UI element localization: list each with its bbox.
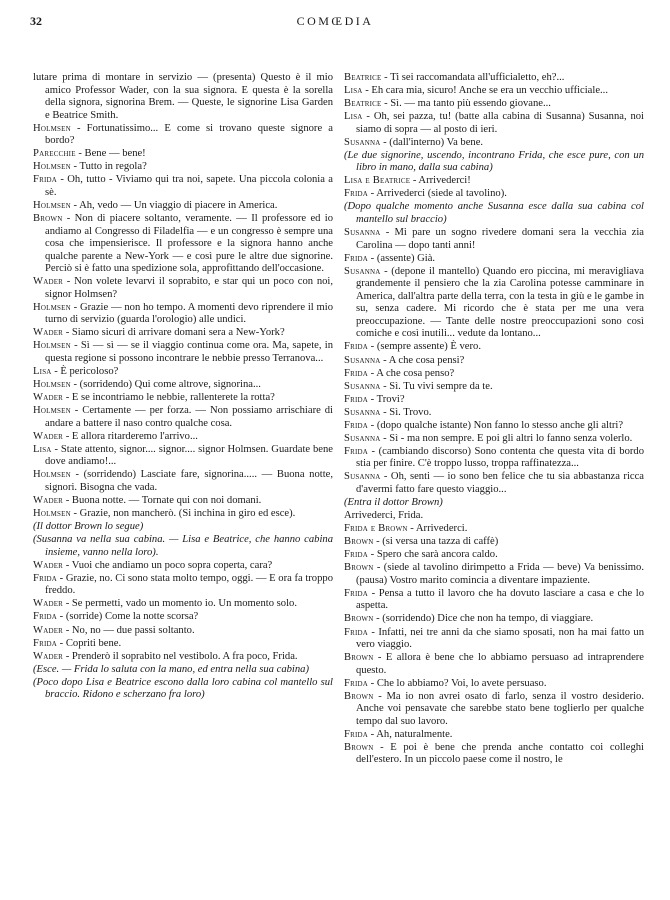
dialogue-text: Infatti, nei tre anni da che siamo sposati, non ha mai fatto un vero viaggio. <box>356 626 644 651</box>
speaker-name: Beatrice <box>344 72 382 83</box>
dialogue-text: E allora è bene che lo abbiamo persuaso ad intraprendere questo. <box>356 652 645 676</box>
dialogue-line: Brown - Non di piacere soltanto, veramente. — Il professore ed io andiamo al Congresso di Filadelfia — e un congresso è sempre una cosa che impensierisce. Il professore e la signora hanno anche qualche parente a New-York — e così pure le altre due signorine. Perciò si è fatto una spedizione sola, approfittando dell'occasione. <box>33 213 334 275</box>
speaker-name: Holmsen <box>33 469 71 481</box>
magazine-title: COMŒDIA <box>296 14 374 28</box>
speaker-name: Wader <box>33 598 64 610</box>
speaker-name: Susanna <box>344 406 381 418</box>
dialogue-text: Non volete levarvi il soprabito, e star qui un poco con noi, signor Holmsen? <box>45 276 334 300</box>
dialogue-line: Lisa - È pericoloso? <box>33 366 119 378</box>
dialogue-text: Sì. Trovo. <box>389 406 432 418</box>
speaker-name: Holmsen <box>33 508 71 520</box>
speaker-name: Frida <box>344 367 369 379</box>
dialogue-text: (dopo qualche istante) Non fanno lo stesso anche gli altri? <box>376 419 624 431</box>
dialogue-line: Holmsen - Grazie, non mancherò. (Si inchina in giro ed esce). <box>33 508 296 520</box>
dialogue-line: Frida - Arrivederci (siede al tavolino). <box>344 188 507 200</box>
dialogue-line: Susanna - Mi pare un sogno rivedere domani sera la vecchia zia Carolina — dopo tanti anni! <box>344 227 645 251</box>
dialogue-text: (siede al tavolino dirimpetto a Frida — beve) Va benissimo. (pausa) Vostro marito comincia a diventare impaziente. <box>356 562 644 586</box>
dialogue-line: Frida - A che cosa penso? <box>344 367 455 379</box>
dialogue-text: (sorridendo) Dice che non ha tempo, di viaggiare. <box>382 613 594 625</box>
dialogue-line: Wader - Prenderò il soprabito nel vestibolo. A fra poco, Frida. <box>33 650 298 662</box>
dialogue-text: Mi pare un sogno rivedere domani sera la vecchia zia Carolina — dopo tanti anni! <box>356 227 645 251</box>
dialogue-line: Frida - Infatti, nei tre anni da che siamo sposati, non ha mai fatto un vero viaggio. <box>344 626 644 651</box>
dialogue-text: Copriti bene. <box>65 637 122 649</box>
dialogue-line: Susanna - (dall'interno) Va bene. <box>344 136 484 148</box>
dialogue-text: Ma io non avrei osato di farlo, senza il vostro desiderio. Anche voi pensavate che sarebbe stato bene toglierlo per qualche tempo dal suo lavoro. <box>356 690 644 727</box>
dialogue-text: Sì. — ma tanto più essendo giovane... <box>390 98 551 110</box>
dialogue-line: Lisa - Eh cara mia, sicuro! Anche se era un vecchio ufficiale... <box>344 85 608 97</box>
left-text-column <box>33 72 333 702</box>
speaker-name: Frida <box>344 587 369 599</box>
dialogue-text: E allora ritarderemo l'arrivo... <box>71 430 198 442</box>
dialogue-line: Frida - Pensa a tutto il lavoro che ha dovuto lasciare a casa e che lo aspetta. <box>344 587 644 612</box>
stage-direction: (Il dottor Brown lo segue) <box>33 521 144 533</box>
dialogue-text: Buona notte. — Tornate qui con noi domani. <box>71 495 262 507</box>
dialogue-line: Frida e Brown - Arrivederci. <box>344 523 468 535</box>
dialogue-line: Susanna - Sì. Trovo. <box>344 406 432 418</box>
dialogue-line: Frida - Copriti bene. <box>33 637 122 649</box>
dialogue-text: Prenderò il soprabito nel vestibolo. A fra poco, Frida. <box>71 650 298 662</box>
dialogue-line: Wader - E se incontriamo le nebbie, rallenterete la rotta? <box>33 392 275 404</box>
dialogue-text: Ti sei raccomandata all'ufficialetto, eh?... <box>390 72 565 83</box>
speaker-name: Holmsen <box>33 161 71 173</box>
stage-direction: (Entra il dottor Brown) <box>344 497 443 509</box>
speaker-name: Holmsen <box>33 405 71 417</box>
dialogue-line: Holmsen - Certamente — per forza. — Non possiamo arrischiare di andare a battere il naso contro qualche cosa. <box>33 405 333 429</box>
dialogue-text: Oh, sei pazza, tu! (batte alla cabina di Susanna) Susanna, noi siamo di sopra — al posto di ieri. <box>356 111 644 135</box>
dialogue-line: Brown - (si versa una tazza di caffè) <box>344 536 499 548</box>
text-paragraph: lutare prima di montare in servizio — (presenta) Questo è il mio amico Professor Wader, con la sua signora. E questa è la sorella della signora, signorina Brem. — Queste, le signorine Lisa Garden e Beatrice Smith. <box>33 72 333 121</box>
speaker-name: Frida <box>33 572 58 584</box>
dialogue-line: Wader - Se permetti, vado un momento io. Un momento solo. <box>33 598 297 610</box>
dialogue-line: Wader - Non volete levarvi il soprabito, e star qui un poco con noi, signor Holmsen? <box>33 276 334 300</box>
speaker-name: Brown <box>344 562 374 574</box>
dialogue-text: Spero che sarà ancora caldo. <box>376 549 498 561</box>
dialogue-text: Che lo abbiamo? Voi, lo avete persuaso. <box>376 677 547 689</box>
speaker-name: Brown <box>344 690 374 702</box>
page-header <box>30 14 640 34</box>
dialogue-text: (sorride) Come la notte scorsa? <box>65 611 199 623</box>
speaker-name: Susanna <box>344 354 381 366</box>
dialogue-line: Susanna - Sì. Tu vivi sempre da te. <box>344 380 493 392</box>
dialogue-line: Wader - E allora ritarderemo l'arrivo... <box>33 430 198 442</box>
speaker-name: Brown <box>344 613 374 625</box>
right-text-column <box>344 72 644 768</box>
dialogue-line: Frida - (cambiando discorso) Sono contenta che questa vita di bordo stia per finire. C'è troppo lusso, troppa raffinatezza... <box>344 445 644 470</box>
dialogue-text: Oh, tutto - Viviamo qui tra noi, sapete. Una piccola colonia a sè. <box>45 174 334 198</box>
dialogue-text: Vuoi che andiamo un poco sopra coperta, cara? <box>71 559 273 571</box>
speaker-name: Frida <box>344 626 369 638</box>
speaker-name: Frida <box>33 174 58 186</box>
dialogue-line: Lisa e Beatrice - Arrivederci! <box>344 175 471 187</box>
dialogue-line: Holmsen - Fortunatissimo... E come si trovano queste signore a bordo? <box>33 122 334 147</box>
dialogue-text: Sì — sì — se il viaggio continua come ora. Ma, sapete, in questa regione si possono incontrare le nebbie presso Terranova... <box>45 340 333 365</box>
speaker-name: Beatrice <box>344 98 382 110</box>
dialogue-line: Brown - E poi è bene che prenda anche contatto coi colleghi dell'estero. In un piccolo paese come il nostro, le <box>344 741 644 766</box>
speaker-name: Susanna <box>344 471 381 483</box>
speaker-name: Frida <box>33 637 58 649</box>
dialogue-text: Fortunatissimo... E come si trovano queste signore a bordo? <box>45 122 334 147</box>
speaker-name: Lisa <box>33 366 52 378</box>
speaker-name: Brown <box>344 536 374 548</box>
stage-direction: (Susanna va nella sua cabina. — Lisa e Beatrice, che hanno cabina insieme, vanno nella loro). <box>33 534 333 558</box>
speaker-name: Wader <box>33 495 64 507</box>
dialogue-text: State attento, signor.... signor.... signor Holmsen. Guardate bene dove andiamo!... <box>45 443 334 468</box>
dialogue-line: Holmsen - Sì — sì — se il viaggio continua come ora. Ma, sapete, in questa regione si possono incontrare le nebbie presso Terranova... <box>33 340 333 365</box>
speaker-name: Frida <box>344 419 369 431</box>
dialogue-line: Beatrice - Sì. — ma tanto più essendo giovane... <box>344 98 551 110</box>
speaker-name: Holmsen <box>33 122 71 134</box>
speaker-name: Wader <box>33 559 64 571</box>
dialogue-text: Grazie, non mancherò. (Si inchina in giro ed esce). <box>79 508 296 520</box>
speaker-name: Parecchie <box>33 148 76 160</box>
dialogue-line: Wader - Siamo sicuri di arrivare domani sera a New-York? <box>33 327 285 339</box>
dialogue-text: Grazie — non ho tempo. A momenti devo riprendere il mio turno di servizio (guarda l'orologio) alle undici. <box>45 301 333 326</box>
dialogue-text: Arrivederci. <box>415 523 468 535</box>
speaker-name: Lisa <box>344 85 363 97</box>
dialogue-line: Brown - (siede al tavolino dirimpetto a Frida — beve) Va benissimo. (pausa) Vostro marito comincia a diventare impaziente. <box>344 562 644 586</box>
speaker-name: Susanna <box>344 380 381 392</box>
dialogue-line: Frida - (sorride) Come la notte scorsa? <box>33 611 199 623</box>
dialogue-text: Sì - ma non sempre. E poi gli altri lo fanno senza volerlo. <box>389 432 633 444</box>
dialogue-text: Tutto in regola? <box>79 161 147 173</box>
speaker-name: Holmsen <box>33 340 71 352</box>
dialogue-line: Beatrice - Ti sei raccomandata all'ufficialetto, eh?... <box>344 72 565 83</box>
speaker-name: Wader <box>33 624 64 636</box>
dialogue-line: Wader - Vuoi che andiamo un poco sopra coperta, cara? <box>33 559 273 571</box>
dialogue-text: Trovi? <box>376 393 405 405</box>
stage-direction: (Le due signorine, uscendo, incontrano Frida, che esce pure, con un libro in mano, dalla sua cabina) <box>344 149 644 174</box>
dialogue-line: Frida - Ah, naturalmente. <box>344 728 453 740</box>
speaker-name: Brown <box>33 213 63 225</box>
dialogue-line: Brown - Ma io non avrei osato di farlo, senza il vostro desiderio. Anche voi pensavate che sarebbe stato bene toglierlo per qualche tempo dal suo lavoro. <box>344 690 644 727</box>
speaker-name: Lisa <box>33 443 52 455</box>
speaker-name: Susanna <box>344 432 381 444</box>
dialogue-line: Holmsen - (sorridendo) Qui come altrove, signorina... <box>33 379 261 391</box>
dialogue-text: Arrivederci (siede al tavolino). <box>376 188 507 200</box>
dialogue-line: Wader - Buona notte. — Tornate qui con noi domani. <box>33 495 262 507</box>
page-number: 32 <box>30 14 42 28</box>
speaker-name: Frida <box>344 728 369 740</box>
dialogue-line: Frida - Grazie, no. Ci sono stata molto tempo, oggi. — E ora fa troppo freddo. <box>33 572 333 597</box>
speaker-name: Wader <box>33 276 64 288</box>
dialogue-line: Susanna - A che cosa pensi? <box>344 354 465 366</box>
speaker-name: Frida <box>344 188 369 200</box>
speaker-name: Frida <box>344 445 369 457</box>
dialogue-text: A che cosa pensi? <box>388 354 465 366</box>
dialogue-text: (sorridendo) Qui come altrove, signorina... <box>79 379 261 391</box>
speaker-name: Frida <box>344 341 369 353</box>
speaker-name: Frida <box>344 252 369 264</box>
dialogue-text: È pericoloso? <box>60 366 119 378</box>
stage-direction: (Dopo qualche momento anche Susanna esce dalla sua cabina col mantello sul braccio) <box>344 201 644 226</box>
dialogue-line: Frida - Che lo abbiamo? Voi, lo avete persuaso. <box>344 677 547 689</box>
text-paragraph: Arrivederci, Frida. <box>344 510 424 522</box>
dialogue-line: Frida - (sempre assente) È vero. <box>344 341 481 353</box>
dialogue-text: Pensa a tutto il lavoro che ha dovuto lasciare a casa e che lo aspetta. <box>356 587 644 612</box>
dialogue-text: Eh cara mia, sicuro! Anche se era un vecchio ufficiale... <box>371 85 608 97</box>
dialogue-text: (assente) Già. <box>376 252 436 264</box>
dialogue-line: Brown - (sorridendo) Dice che non ha tempo, di viaggiare. <box>344 613 594 625</box>
dialogue-line: Holmsen - Grazie — non ho tempo. A momenti devo riprendere il mio turno di servizio (guarda l'orologio) alle undici. <box>33 301 333 326</box>
dialogue-line: Lisa - State attento, signor.... signor.... signor Holmsen. Guardate bene dove andiamo!... <box>33 443 334 468</box>
dialogue-line: Frida - (dopo qualche istante) Non fanno lo stesso anche gli altri? <box>344 419 624 431</box>
speaker-name: Wader <box>33 327 64 339</box>
dialogue-text: A che cosa penso? <box>376 367 455 379</box>
dialogue-text: Siamo sicuri di arrivare domani sera a New-York? <box>71 327 285 339</box>
speaker-name: Holmsen <box>33 199 71 211</box>
dialogue-line: Parecchie - Bene — bene! <box>33 148 146 160</box>
stage-direction: (Poco dopo Lisa e Beatrice escono dalla loro cabina col mantello sul braccio. Ridono e scherzano fra loro) <box>33 676 333 701</box>
dialogue-text: Sì. Tu vivi sempre da te. <box>389 380 493 392</box>
dialogue-text: (dall'interno) Va bene. <box>389 136 484 148</box>
speaker-name: Holmsen <box>33 379 71 391</box>
dialogue-line: Holmsen - Ah, vedo — Un viaggio di piacere in America. <box>33 199 278 211</box>
dialogue-line: Frida - Oh, tutto - Viviamo qui tra noi, sapete. Una piccola colonia a sè. <box>33 174 334 198</box>
dialogue-line: Frida - Spero che sarà ancora caldo. <box>344 549 498 561</box>
dialogue-text: Arrivederci! <box>418 175 471 187</box>
stage-direction: (Esce. — Frida lo saluta con la mano, ed entra nella sua cabina) <box>33 663 309 675</box>
speaker-name: Brown <box>344 652 374 664</box>
speaker-name: Lisa <box>344 111 363 123</box>
dialogue-text: Non di piacere soltanto, veramente. — Il professore ed io andiamo al Congresso di Filadelfia — e un congresso è sempre una cosa che impensierisce. Il professore e la signora hanno anche qualche parente a New-York — e così pure le altre due signorine. Perciò si è fatto una spedizione sola, approfittando dell'occasione. <box>45 213 334 275</box>
speaker-name: Brown <box>344 741 374 753</box>
dialogue-line: Holmsen - Tutto in regola? <box>33 161 147 173</box>
dialogue-line: Holmsen - (sorridendo) Lasciate fare, signorina..... — Buona notte, signori. Bisogna che vada. <box>33 469 334 493</box>
speaker-name: Wader <box>33 650 64 662</box>
speaker-name: Lisa e Beatrice <box>344 175 411 187</box>
dialogue-text: Ah, vedo — Un viaggio di piacere in America. <box>79 199 278 211</box>
dialogue-line: Brown - E allora è bene che lo abbiamo persuaso ad intraprendere questo. <box>344 652 645 676</box>
speaker-name: Frida <box>33 611 58 623</box>
dialogue-text: E se incontriamo le nebbie, rallenterete la rotta? <box>71 392 275 404</box>
speaker-name: Wader <box>33 430 64 442</box>
speaker-name: Susanna <box>344 227 381 239</box>
speaker-name: Frida <box>344 393 369 405</box>
dialogue-line: Wader - No, no — due passi soltanto. <box>33 624 195 636</box>
dialogue-line: Susanna - (depone il mantello) Quando ero piccina, mi meravigliava grandemente il pensiero che la zia Carolina potesse camminare in America, dall'altra parte della terra, con la testa in giù e le gambe in su, senza cadere. Mi ricordo che è stata per me una vera preoccupazione. — Tante delle nostre preoccupazioni sono così comiche e così inutili... vedute da lontano... <box>344 265 644 340</box>
dialogue-text: No, no — due passi soltanto. <box>71 624 195 636</box>
dialogue-text: (cambiando discorso) Sono contenta che questa vita di bordo stia per finire. C'è troppo lusso, troppa raffinatezza... <box>356 445 644 470</box>
dialogue-text: Oh, senti — io sono ben felice che tu sia abbastanza ricca d'avermi fatto fare questo viaggio... <box>356 471 644 495</box>
dialogue-line: Frida - Trovi? <box>344 393 405 405</box>
speaker-name: Susanna <box>344 265 381 277</box>
dialogue-line: Lisa - Oh, sei pazza, tu! (batte alla cabina di Susanna) Susanna, noi siamo di sopra — al posto di ieri. <box>344 111 644 135</box>
dialogue-text: Certamente — per forza. — Non possiamo arrischiare di andare a battere il naso contro qualche cosa. <box>45 405 333 429</box>
speaker-name: Wader <box>33 392 64 404</box>
dialogue-line: Susanna - Sì - ma non sempre. E poi gli altri lo fanno senza volerlo. <box>344 432 633 444</box>
dialogue-text: Grazie, no. Ci sono stata molto tempo, oggi. — E ora fa troppo freddo. <box>45 572 333 597</box>
dialogue-text: (sorridendo) Lasciate fare, signorina..... — Buona notte, signori. Bisogna che vada. <box>45 469 334 493</box>
dialogue-text: Ah, naturalmente. <box>376 728 453 740</box>
dialogue-line: Frida - (assente) Già. <box>344 252 436 264</box>
dialogue-text: (si versa una tazza di caffè) <box>382 536 499 548</box>
dialogue-text: E poi è bene che prenda anche contatto coi colleghi dell'estero. In un piccolo paese come il nostro, le <box>356 741 644 766</box>
speaker-name: Susanna <box>344 136 381 148</box>
dialogue-line: Susanna - Oh, senti — io sono ben felice che tu sia abbastanza ricca d'avermi fatto fare questo viaggio... <box>344 471 644 495</box>
speaker-name: Frida <box>344 549 369 561</box>
speaker-name: Holmsen <box>33 301 71 313</box>
dialogue-text: Se permetti, vado un momento io. Un momento solo. <box>71 598 297 610</box>
dialogue-text: Bene — bene! <box>84 148 146 160</box>
speaker-name: Frida e Brown <box>344 523 408 535</box>
dialogue-text: (sempre assente) È vero. <box>376 341 481 353</box>
speaker-name: Frida <box>344 677 369 689</box>
dialogue-text: (depone il mantello) Quando ero piccina, mi meravigliava grandemente il pensiero che la zia Carolina potesse camminare in America, dall'altra parte della terra, con la testa in giù e le gambe in su, senza cadere. Mi ricordo che è stata per me una vera preoccupazione. — Tante delle nostre preoccupazioni sono così comiche e così inutili... vedute da lontano... <box>356 265 644 340</box>
